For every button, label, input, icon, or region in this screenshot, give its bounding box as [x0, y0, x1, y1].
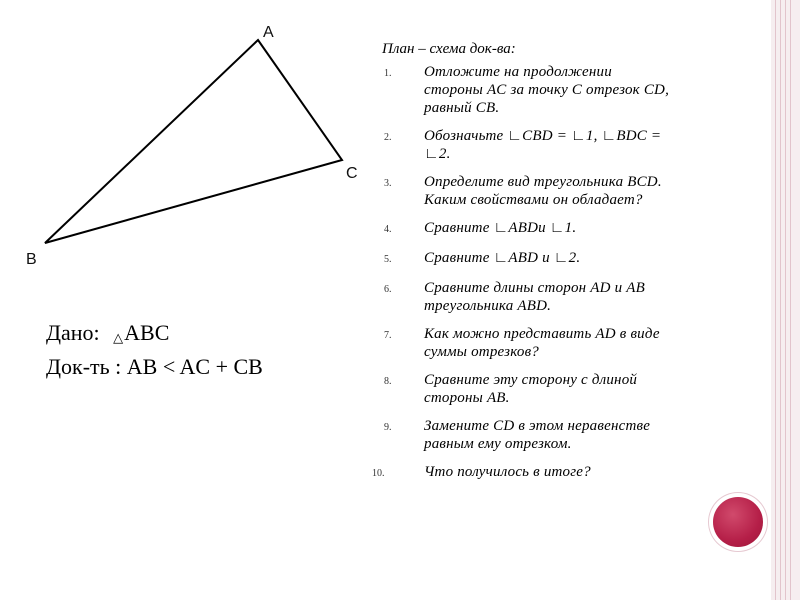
triangle-abc [45, 40, 342, 243]
plan-steps-list [372, 63, 772, 483]
plan-step [372, 219, 772, 239]
vertex-label-b: B [26, 251, 37, 268]
plan-step [372, 249, 772, 269]
step-number: 3. [384, 178, 392, 189]
to-prove-line: Док-ть : AB < AC + CB [46, 354, 263, 380]
step-text: Сравните ∟ABD и ∟2. [424, 250, 581, 266]
plan-title: План – схема док-ва: [382, 41, 516, 57]
step-text: Что получилось в итоге? [424, 464, 591, 480]
plan-step [372, 463, 772, 483]
step-text: Отложите на продолжении стороны AC за точку C отрезок CD, равный CB. [424, 64, 670, 116]
plan-step [372, 371, 772, 407]
decorative-side-border [771, 0, 800, 600]
step-number: 10. [372, 468, 385, 479]
step-text: Сравните длины сторон AD и AB треугольника ABD. [424, 280, 645, 314]
step-text: Обозначьте ∟CBD = ∟1, ∟BDC = ∟2. [424, 128, 662, 162]
step-text: Замените CD в этом неравенстве равным ему отрезком. [424, 418, 651, 452]
proof-plan [372, 40, 772, 493]
step-text: Как можно представить AD в виде суммы отрезков? [424, 326, 660, 360]
step-number: 1. [384, 68, 392, 79]
given-prefix: Дано: [46, 320, 100, 345]
triangle-symbol-icon: △ [113, 330, 124, 345]
plan-step [372, 63, 772, 117]
step-number: 7. [384, 330, 392, 341]
step-number: 9. [384, 422, 392, 433]
plan-step [372, 279, 772, 315]
step-number: 8. [384, 376, 392, 387]
plan-step [372, 173, 772, 209]
vertex-label-a: A [263, 24, 274, 41]
triangle-diagram [0, 0, 370, 280]
step-number: 5. [384, 254, 392, 265]
given-value: ABC [124, 320, 170, 345]
step-number: 4. [384, 224, 392, 235]
step-text: Сравните эту сторону с длиной стороны AB. [424, 372, 638, 406]
decorative-circle [713, 497, 763, 547]
step-text: Определите вид треугольника BCD. Каким свойствами он обладает? [424, 174, 662, 208]
plan-step [372, 417, 772, 453]
given-block [46, 320, 263, 389]
vertex-label-c: C [346, 165, 358, 182]
step-text: Сравните ∟ABDи ∟1. [424, 220, 577, 236]
step-number: 2. [384, 132, 392, 143]
given-line [46, 320, 263, 346]
step-number: 6. [384, 284, 392, 295]
plan-step [372, 127, 772, 163]
plan-step [372, 325, 772, 361]
